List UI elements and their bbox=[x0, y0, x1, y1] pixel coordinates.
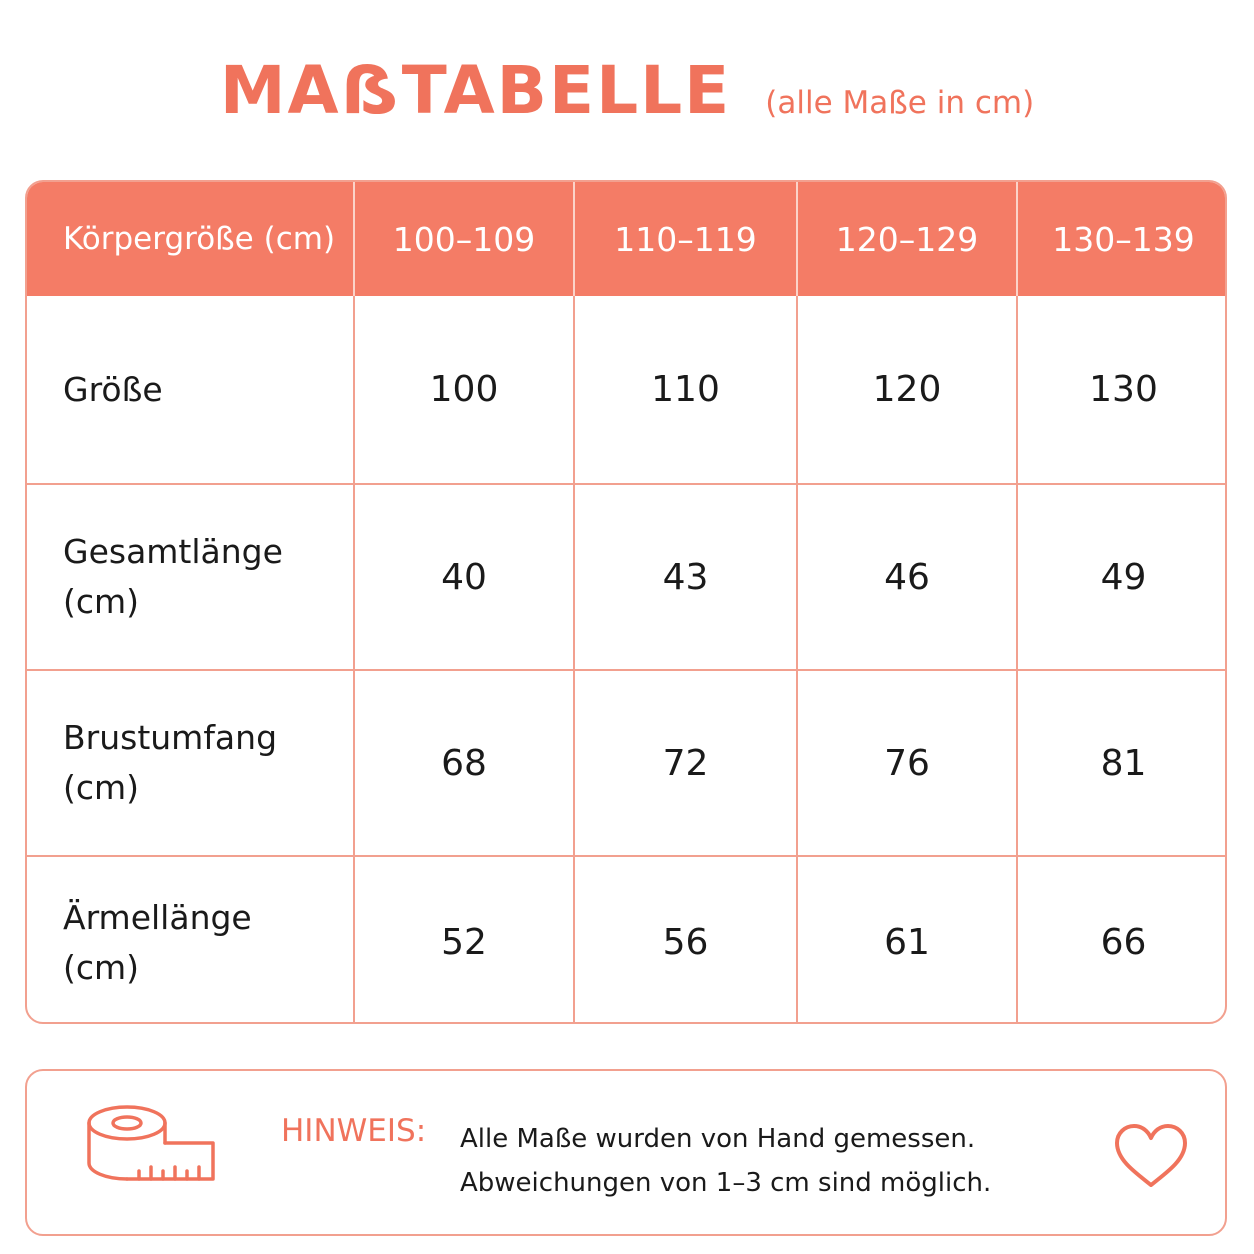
row-label-line: Ärmellänge bbox=[63, 897, 252, 937]
table-cell: 61 bbox=[797, 856, 1017, 1024]
table-cell: 100 bbox=[354, 296, 574, 484]
row-label-line: Brustumfang bbox=[63, 718, 278, 757]
table-cell: 43 bbox=[574, 484, 797, 670]
column-header: 100–109 bbox=[354, 182, 574, 296]
heart-icon bbox=[1113, 1123, 1189, 1193]
table-cell: 76 bbox=[797, 670, 1017, 856]
page-header bbox=[0, 52, 1254, 129]
column-header: 120–129 bbox=[797, 182, 1017, 296]
table-cell: 49 bbox=[1017, 484, 1227, 670]
table-row bbox=[27, 856, 1227, 1024]
note-box bbox=[25, 1069, 1227, 1236]
measuring-tape-icon bbox=[87, 1101, 247, 1201]
table-cell: 110 bbox=[574, 296, 797, 484]
table-cell: 52 bbox=[354, 856, 574, 1024]
table-cell: 66 bbox=[1100, 922, 1147, 963]
note-line: Abweichungen von 1–3 cm sind möglich. bbox=[460, 1168, 992, 1198]
table-row bbox=[27, 484, 1227, 670]
row-label bbox=[27, 296, 354, 484]
row-label bbox=[27, 670, 354, 856]
page-subtitle: (alle Maße in cm) bbox=[765, 85, 1035, 121]
table-cell: 68 bbox=[354, 670, 574, 856]
page-title: MAẞTABELLE bbox=[219, 52, 732, 129]
row-label bbox=[27, 856, 354, 1024]
table-cell: 40 bbox=[354, 484, 574, 670]
note-label: HINWEIS: bbox=[281, 1113, 427, 1149]
row-label-line: (cm) bbox=[63, 947, 140, 987]
row-label bbox=[27, 484, 354, 670]
column-header: 130–139 bbox=[1017, 182, 1227, 296]
size-chart-table bbox=[25, 180, 1227, 1024]
table-cell: 120 bbox=[797, 296, 1017, 484]
table-header-row bbox=[27, 182, 1227, 296]
row-label-line: (cm) bbox=[63, 582, 140, 621]
table-cell: 72 bbox=[574, 670, 797, 856]
table-row bbox=[27, 670, 1227, 856]
table-row bbox=[27, 296, 1227, 484]
table-cell: 81 bbox=[1017, 670, 1227, 856]
column-header: Körpergröße (cm) bbox=[27, 182, 354, 296]
row-label-line: Gesamtlänge bbox=[63, 532, 283, 571]
column-header: 110–119 bbox=[574, 182, 797, 296]
note-text bbox=[460, 1117, 991, 1205]
table-cell: 130 bbox=[1017, 296, 1227, 484]
note-line: Alle Maße wurden von Hand gemessen. bbox=[460, 1124, 976, 1154]
table-cell: 46 bbox=[797, 484, 1017, 670]
row-label-line: (cm) bbox=[63, 768, 140, 807]
row-label-line: Größe bbox=[63, 369, 163, 409]
table-cell: 56 bbox=[574, 856, 797, 1024]
